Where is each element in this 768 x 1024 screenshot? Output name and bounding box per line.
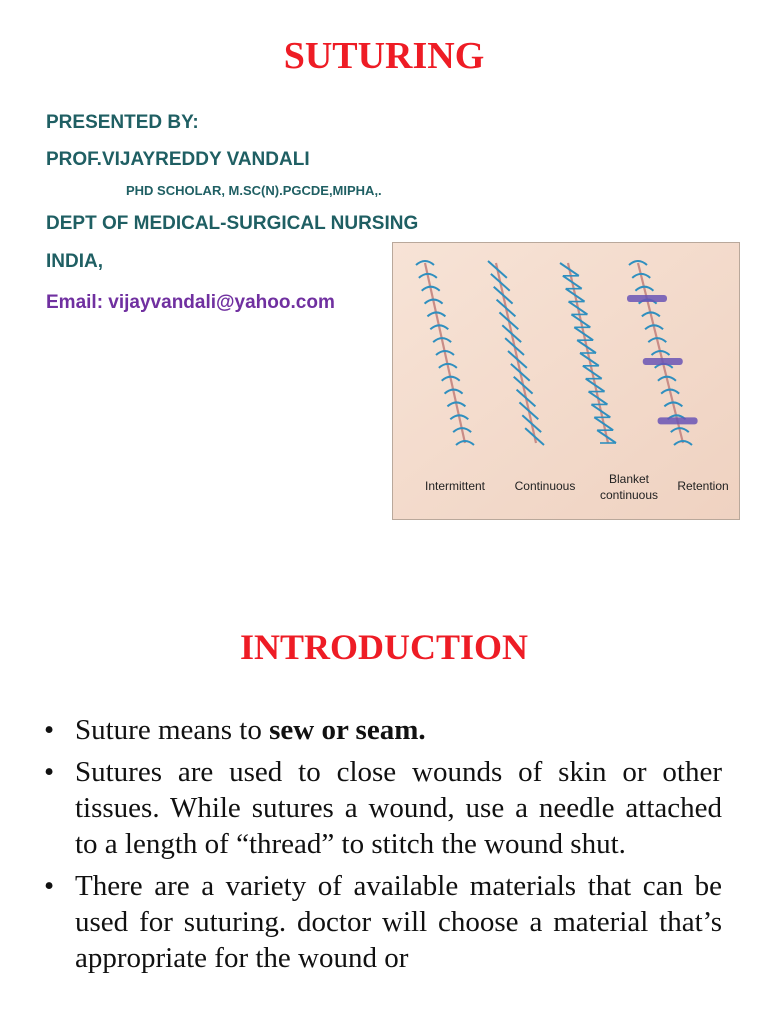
section-heading-introduction: INTRODUCTION xyxy=(239,627,529,667)
label-retention: Retention xyxy=(677,479,729,493)
bullet-item xyxy=(44,754,722,862)
retention-bolster xyxy=(643,358,683,365)
bullet-item xyxy=(44,868,722,976)
label-continuous: Continuous xyxy=(514,479,576,493)
retention-bolster xyxy=(658,417,698,424)
presenter-country: INDIA, xyxy=(46,251,103,272)
presenter-qualifications: PHD SCHOLAR, M.SC(N).PGCDE,MIPHA,. xyxy=(126,183,382,198)
bullet-text: Sutures are used to close wounds of skin or other tissues. While sutures a wound, use a needle attached to a length of “thread” to stitch the wound shut. xyxy=(75,756,722,860)
slide-title: SUTURING xyxy=(283,35,485,77)
presenter-department: DEPT OF MEDICAL-SURGICAL NURSING xyxy=(46,213,419,234)
presenter-name: PROF.VIJAYREDDY VANDALI xyxy=(46,149,310,170)
label-blanket: Blanket xyxy=(608,472,650,486)
skin-background xyxy=(393,243,739,519)
suture-types-illustration xyxy=(393,243,739,519)
bullet-item xyxy=(44,712,722,748)
retention-bolster xyxy=(627,295,667,302)
label-intermittent: Intermittent xyxy=(424,479,486,493)
label-blanket-continuous: continuous xyxy=(599,488,659,502)
bullet-text: Suture means to xyxy=(75,714,270,746)
introduction-bullet-list xyxy=(44,712,722,982)
suture-types-figure xyxy=(392,242,740,520)
bullet-emphasis: sew or seam. xyxy=(269,714,426,746)
bullet-text: There are a variety of available materials that can be used for suturing. doctor will choose a material that’s appropriate for the wound or xyxy=(75,870,722,974)
presenter-email: Email: vijayvandali@yahoo.com xyxy=(46,292,335,313)
presented-by-label: PRESENTED BY: xyxy=(46,112,199,133)
